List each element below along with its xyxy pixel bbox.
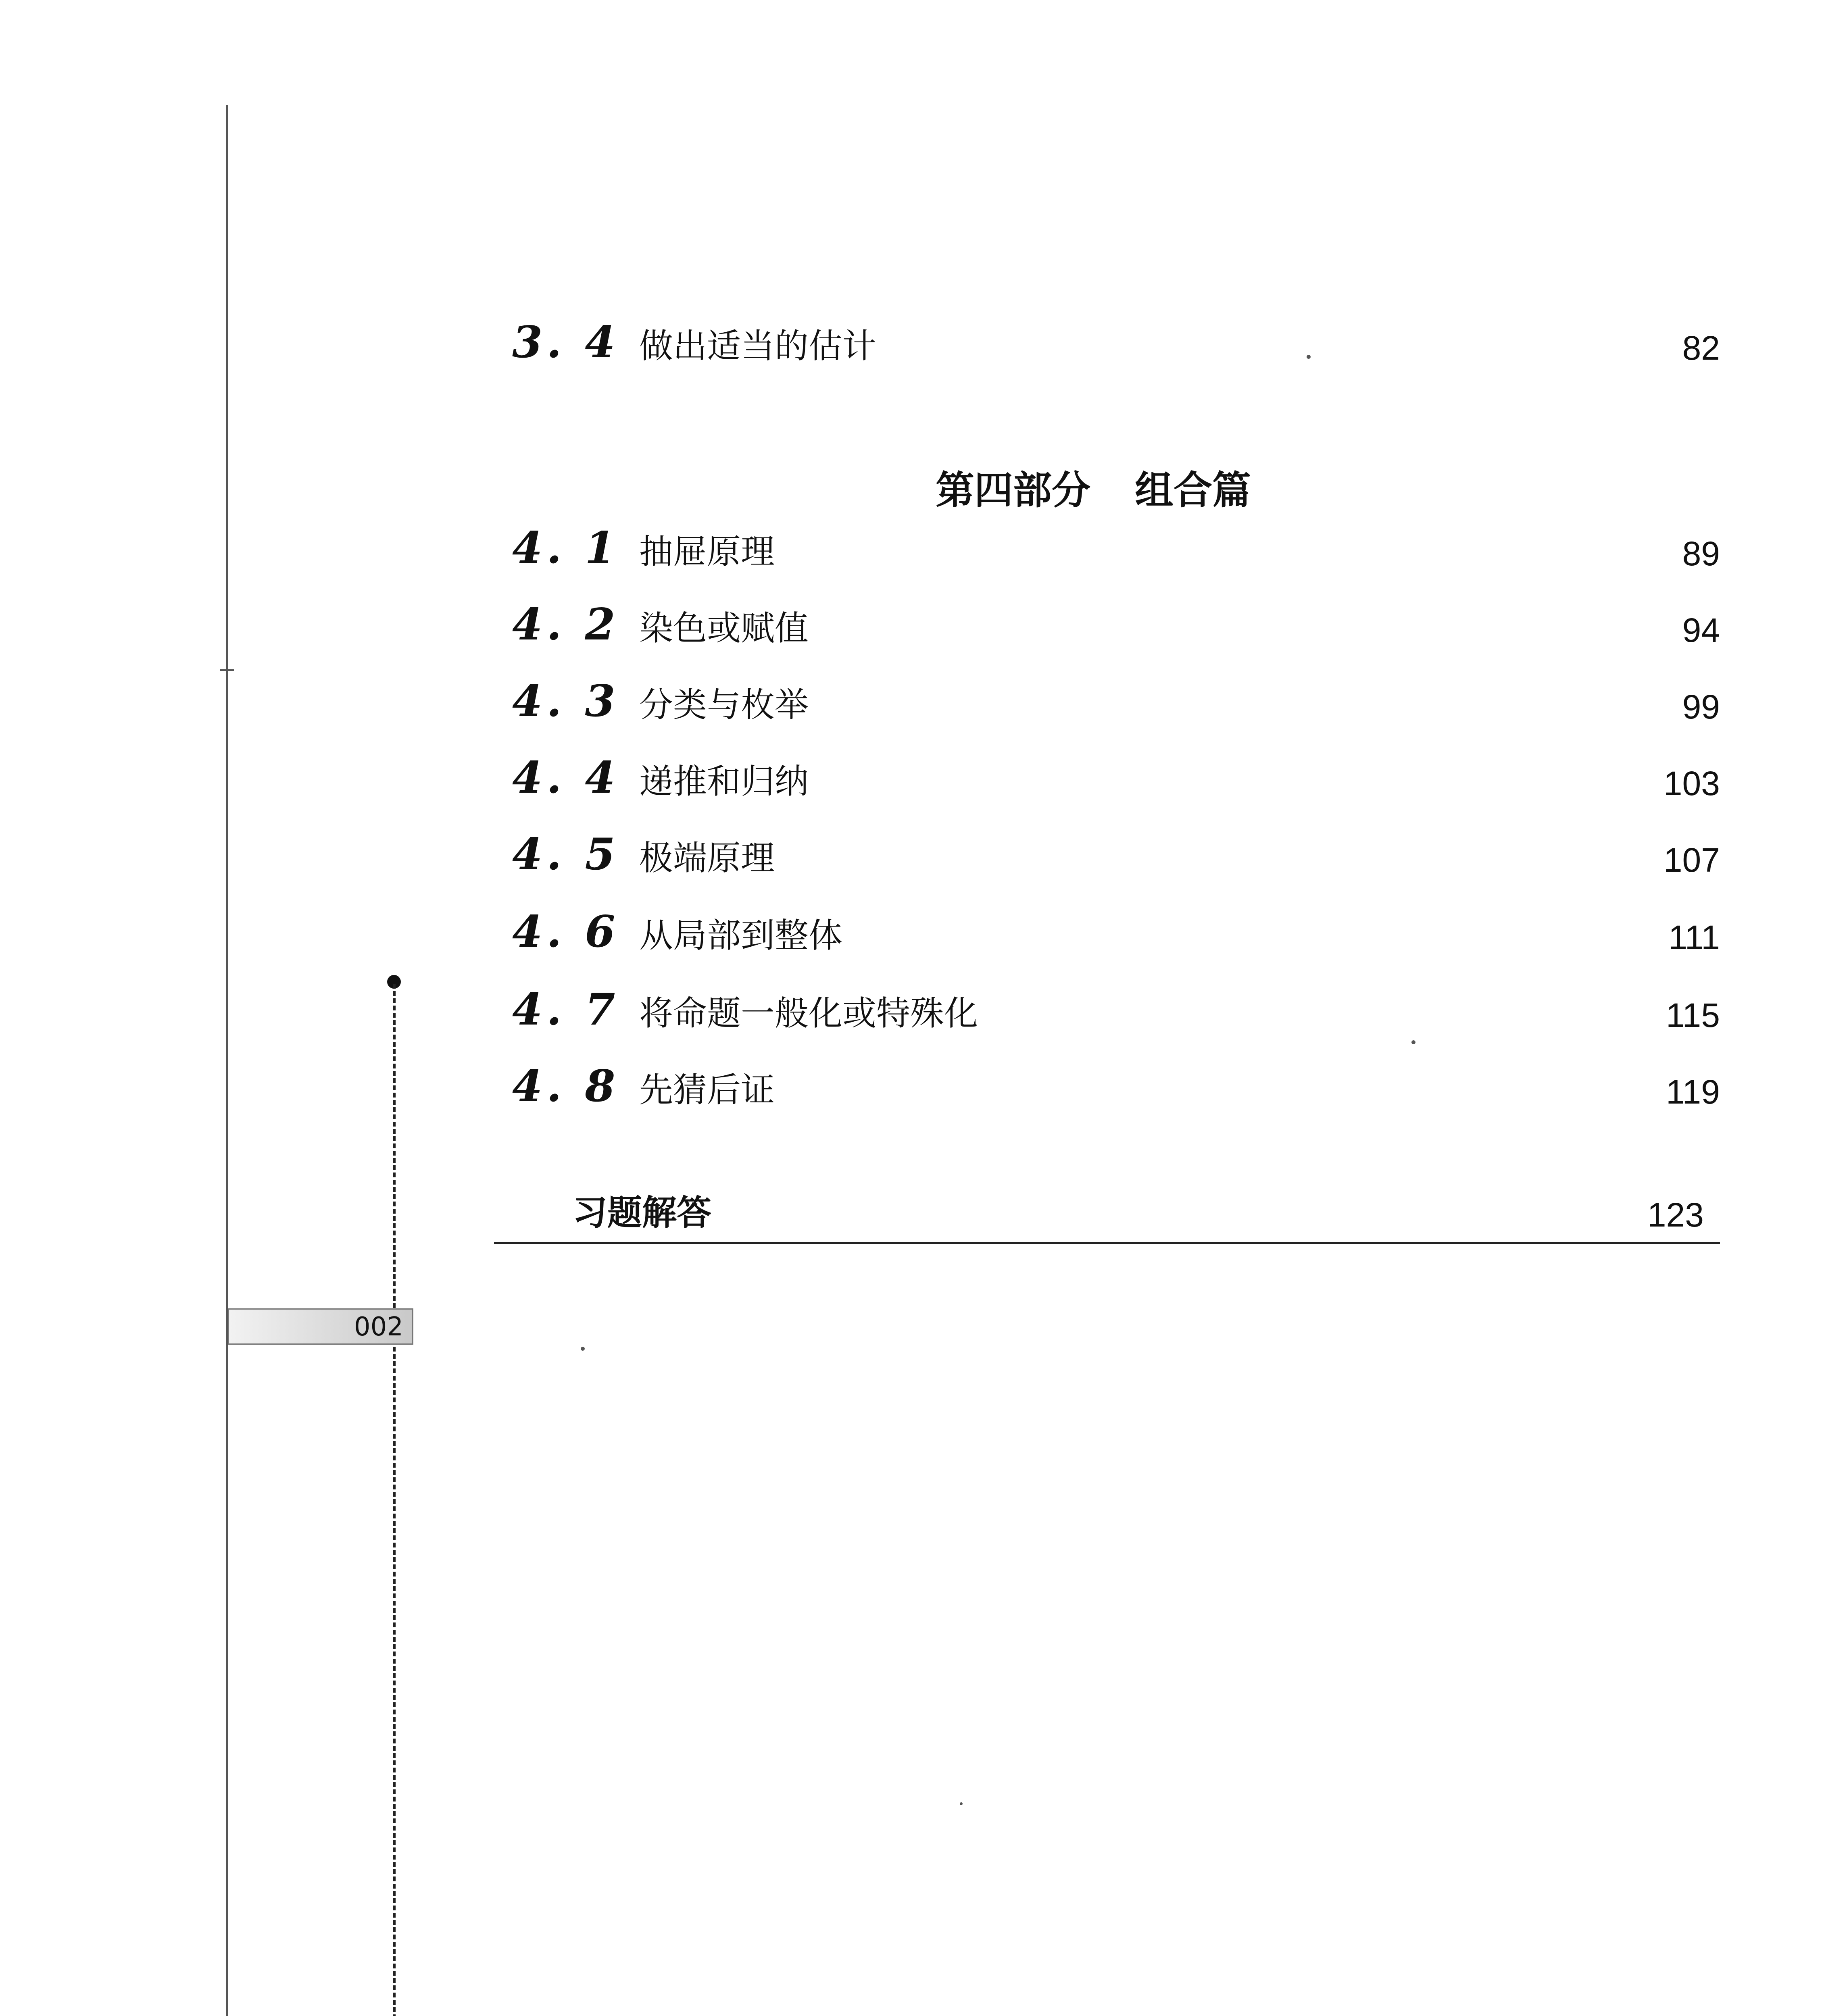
toc-answers-title: 习题解答 — [573, 1193, 711, 1233]
toc-entry[interactable] — [512, 984, 1720, 1042]
scan-speck — [1411, 1040, 1415, 1044]
toc-entry-title: 从局部到整体 — [639, 916, 843, 955]
toc-entry-page: 107 — [1663, 841, 1720, 879]
toc-entry-title: 递推和归纳 — [639, 762, 809, 801]
toc-entry[interactable] — [512, 523, 1720, 581]
toc-entry-page: 94 — [1682, 611, 1720, 649]
toc-entry-number: 4. 7 — [512, 984, 619, 1035]
toc-entry[interactable] — [512, 676, 1720, 734]
toc-entry-title: 先猜后证 — [639, 1070, 775, 1110]
toc-answers-entry[interactable] — [494, 1185, 1720, 1244]
toc-entry-title: 极端原理 — [639, 838, 775, 878]
part-heading-title: 组合篇 — [1135, 468, 1251, 513]
binding-edge-line — [226, 105, 228, 2016]
binding-edge-tick — [220, 669, 234, 671]
toc-answers-page: 123 — [1647, 1196, 1704, 1234]
toc-entry[interactable] — [512, 906, 1720, 964]
toc-entry-page: 89 — [1682, 535, 1720, 573]
toc-entry-title: 分类与枚举 — [639, 685, 809, 725]
scan-speck — [960, 1802, 963, 1805]
toc-entry[interactable] — [512, 599, 1720, 657]
toc-entry-number: 4. 1 — [512, 523, 619, 573]
toc-entry-number: 3. 4 — [512, 317, 619, 368]
toc-entry-page: 103 — [1663, 764, 1720, 802]
toc-entry-title: 染色或赋值 — [639, 608, 809, 648]
toc-entry[interactable] — [512, 752, 1720, 810]
toc-entry-page: 119 — [1666, 1073, 1720, 1111]
scan-speck — [1307, 355, 1311, 359]
toc-entry-page: 115 — [1666, 996, 1720, 1034]
toc-entry-number: 4. 5 — [512, 829, 619, 880]
part-heading — [936, 460, 1251, 515]
toc-entry-title: 抽屉原理 — [639, 532, 775, 571]
toc-entry-page: 111 — [1668, 918, 1720, 956]
toc-entry-page: 82 — [1682, 329, 1720, 367]
toc-entry-number: 4. 8 — [512, 1061, 619, 1112]
dashed-guide-line — [393, 984, 396, 2016]
toc-entry[interactable] — [512, 829, 1720, 887]
toc-entry-number: 4. 6 — [512, 906, 619, 957]
toc-entry-title: 做出适当的估计 — [639, 326, 877, 366]
toc-entry[interactable] — [512, 1061, 1720, 1119]
toc-entry-page: 99 — [1682, 688, 1720, 726]
page-number-tab — [228, 1308, 413, 1345]
page-number: 002 — [354, 1312, 403, 1342]
scan-speck — [581, 1347, 585, 1351]
toc-entry-number: 4. 3 — [512, 676, 619, 727]
toc-entry-number: 4. 2 — [512, 599, 619, 650]
toc-entry-title: 将命题一般化或特殊化 — [639, 993, 978, 1033]
toc-entry-number: 4. 4 — [512, 752, 619, 803]
toc-entry[interactable] — [512, 317, 1720, 375]
part-heading-label: 第四部分 — [936, 468, 1090, 513]
